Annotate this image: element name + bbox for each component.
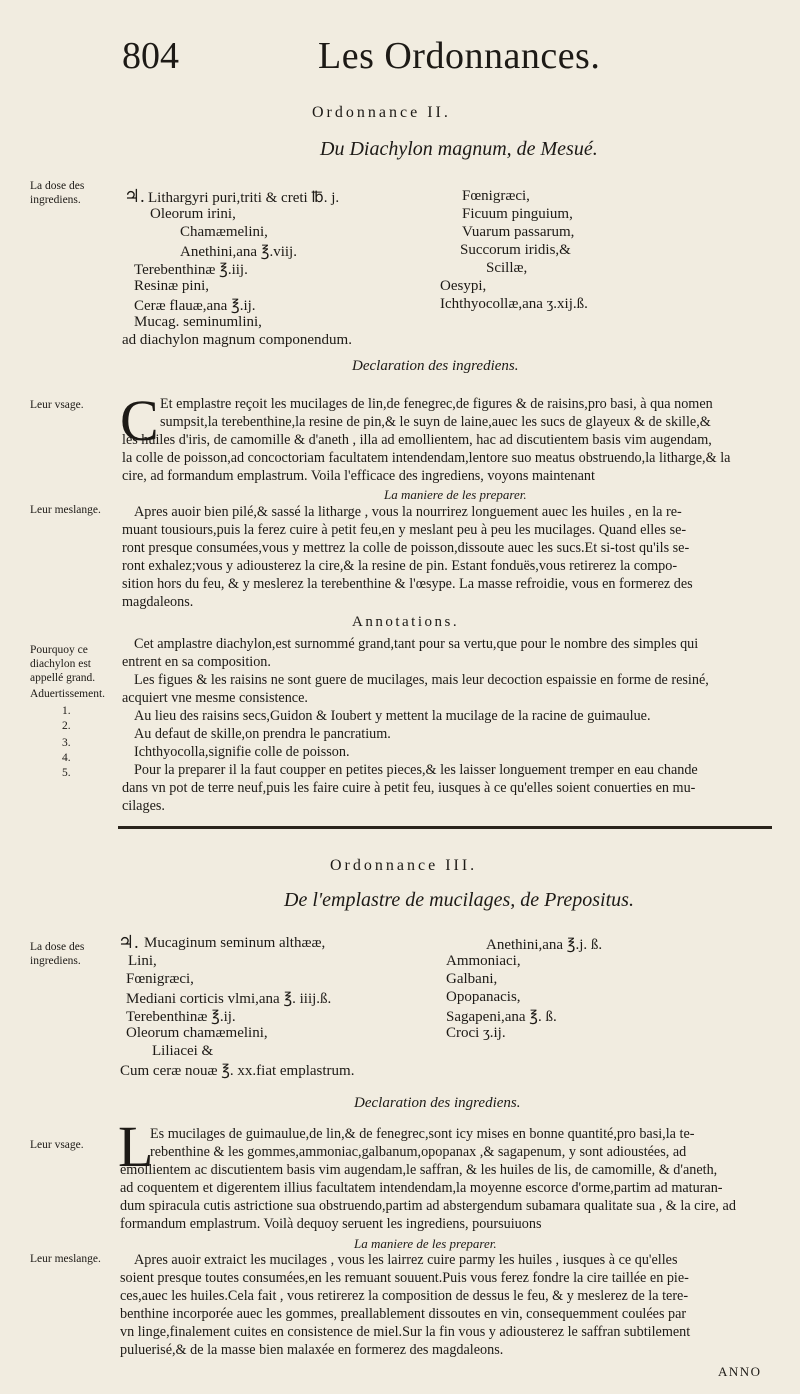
ingredient-line: Anethini,ana ℥.j. ß. (486, 937, 603, 953)
margin-note-usage: Leur vsage. (30, 1139, 84, 1151)
text-line: Apres auoir bien pilé,& sassé la litharge , vous la nourrirez longuement auec les huiles , en la re- (134, 504, 682, 520)
ordonnance-3-title: De l'emplastre de mucilages, de Prepositus. (284, 889, 634, 911)
ingredient-line: Oleorum irini, (150, 206, 236, 222)
text-line: magdaleons. (122, 594, 194, 610)
ingredient-line: Fœnigræci, (126, 971, 194, 987)
ordonnance-2-heading: Ordonnance II. (312, 104, 451, 121)
margin-note-dose: La dose des ingrediens. (30, 941, 85, 967)
text-line: cilages. (122, 798, 165, 814)
text-line: ces,auec les huiles.Cela fait , vous retirerez la composition de dessus le feu, & y meslerez de la tere- (120, 1288, 689, 1304)
ingredient-line: Mediani corticis vlmi,ana ℥. iiij.ß. (126, 991, 332, 1007)
text-line: sumpsit,la terebenthine,la resine de pin,& le suyn de laine,auec les sucs de glayeux & de skille,& (160, 414, 711, 430)
ingredient-line: Galbani, (446, 971, 498, 987)
text-line: muant tousiours,puis la ferez cuire à petit feu,en y meslant peu à peu les mucilages. Quand elles se- (122, 522, 687, 538)
ingredient-line: Succorum iridis,& (460, 242, 571, 258)
ingredient-line: Oleorum chamæmelini, (126, 1025, 268, 1041)
text-line: Au defaut de skille,on prendra le pancratium. (134, 726, 391, 742)
ingredient-line: Lithargyri puri,triti & creti ℔. j. (148, 190, 340, 206)
margin-note-mixing: Leur meslange. (30, 1253, 101, 1265)
ordonnance-2-title: Du Diachylon magnum, de Mesué. (320, 138, 598, 160)
ingredient-line: Terebenthinæ ℥.iij. (134, 262, 248, 278)
maniere-subheading: La maniere de les preparer. (384, 487, 527, 502)
declaration-heading: Declaration des ingrediens. (352, 358, 519, 374)
maniere-subheading: La maniere de les preparer. (354, 1236, 497, 1251)
declaration-heading: Declaration des ingrediens. (354, 1095, 521, 1111)
ingredient-line: Ceræ flauæ,ana ℥.ij. (134, 298, 256, 314)
text-line: Au lieu des raisins secs,Guidon & Ioubert y mettent la mucilage de la racine de guimaulue. (134, 708, 651, 724)
ingredient-line: Resinæ pini, (134, 278, 210, 294)
ingredient-line: Opopanacis, (446, 989, 521, 1005)
jupiter-recipe-symbol: ♃. (118, 932, 139, 952)
text-line: sition hors du feu, & y meslerez la terebenthine & l'œsype. La masse refroidie, vous en formerez des (122, 576, 693, 592)
ingredient-line: Chamæmelini, (180, 224, 268, 240)
text-line: vn linge,finalement cuites en consistence de miel.Sur la fin vous y adiousterez le saffran subtilement (120, 1324, 691, 1340)
text-line: acquiert vne mesme consistence. (122, 690, 308, 706)
text-line: puluerisé,& de la masse bien malaxée en formerez des magdaleons. (120, 1342, 504, 1358)
text-line: Et emplastre reçoit les mucilages de lin,de fenegrec,de figures & de raisins,pro basi, à qua nomen (160, 396, 713, 412)
text-line: Les figues & les raisins ne sont guere de mucilages, mais leur decoction espaissie en forme de resiné, (134, 672, 709, 688)
margin-note-usage: Leur vsage. (30, 399, 84, 411)
ingredient-line: Croci ʒ.ij. (446, 1025, 506, 1041)
text-line: entrent en sa composition. (122, 654, 271, 670)
drop-cap: C (120, 388, 159, 453)
margin-number: 4. (62, 752, 71, 764)
ingredient-line: Liliacei & (152, 1043, 214, 1059)
ingredient-line: Ichthyocollæ,ana ʒ.xij.ß. (440, 296, 588, 312)
text-line: benthine incorporée auec les gommes, preallablement dissoutes en vin, consequemment coulées par (120, 1306, 687, 1322)
text-line: cire, ad formandum emplastrum. Voila l'efficace des ingrediens, voyons maintenant (122, 468, 595, 484)
text-line: la colle de poisson,ad concoctoriam facultatem intendendam,lentore suo meatus obstruendo,la litharge,& la (122, 450, 731, 466)
text-line: dans vn pot de terre neuf,puis les faire cuire à petit feu, iusques à ce qu'elles soient conuerties en mu- (122, 780, 696, 796)
margin-note-mixing: Leur meslange. (30, 504, 101, 516)
text-line: dum spiracula cutis astrictione sua obstruendo,partim ad abstergendum subamara qualitate sua , & la cire, ad (120, 1198, 736, 1214)
ingredient-line: Ammoniaci, (446, 953, 521, 969)
text-line: Pour la preparer il la faut coupper en petites pieces,& les laisser longuement tremper en eau chande (134, 762, 698, 778)
text-line: Ichthyocolla,signifie colle de poisson. (134, 744, 350, 760)
ingredient-line: Vuarum passarum, (462, 224, 575, 240)
margin-number: 5. (62, 767, 71, 779)
margin-note-grand: Pourquoy ce diachylon est appellé grand. (30, 644, 96, 684)
text-line: Es mucilages de guimaulue,de lin,& de fenegrec,sont icy mises en bonne quantité,pro basi,la te- (150, 1126, 695, 1142)
text-line: ront exhalez;vous y adiousterez la cire,& la resine de pin. Estant fonduës,vous retirerez la compo- (122, 558, 678, 574)
annotations-heading: Annotations. (352, 614, 460, 630)
ingredient-line: Scillæ, (486, 260, 528, 276)
text-line: ront presque consumées,vous y mettrez la colle de poisson,dissoute auec les sucs.Et si-tost qu'ils se- (122, 540, 690, 556)
text-line: rebenthine & les gommes,ammoniac,galbanum,opopanax ,& sagapenum, y sont adioustées, ad (150, 1144, 687, 1160)
text-line: Cet amplastre diachylon,est surnommé grand,tant pour sa vertu,que pour le nombre des simples qui (134, 636, 699, 652)
ingredient-line: Sagapeni,ana ℥. ß. (446, 1009, 557, 1025)
margin-number: 2. (62, 720, 71, 732)
running-title: Les Ordonnances. (318, 35, 601, 77)
page-number: 804 (122, 35, 179, 77)
text-line: Apres auoir extraict les mucilages , vous les lairrez cuire parmy les huiles , iusques à ce qu'elles (134, 1252, 678, 1268)
ingredient-line: Anethini,ana ℥.viij. (180, 244, 297, 260)
catchword: ANNO (718, 1364, 762, 1379)
text-line: les huiles d'iris, de camomille & d'aneth , illa ad emollientem, hac ad discutientem basis vim augendam, (122, 432, 712, 448)
text-line: ad coquentem et digerentem illius facultatem intendendam,la moyenne escorce d'orme,partim ad maturan- (120, 1180, 723, 1196)
drop-cap: L (118, 1114, 154, 1179)
text-line: soient presque toutes consumées,en les remuant souuent.Puis vous ferez fondre la cire taillée en pie- (120, 1270, 689, 1286)
ingredient-line: Mucag. seminumlini, (134, 314, 262, 330)
ingredient-line: ad diachylon magnum componendum. (122, 332, 352, 348)
ingredient-line: Cum ceræ nouæ ℥. xx.fiat emplastrum. (120, 1063, 355, 1079)
ingredient-line: Ficuum pinguium, (462, 206, 573, 222)
ordonnance-3-heading: Ordonnance III. (330, 857, 478, 874)
text-line: formandum emplastrum. Voilà dequoy seruent les ingrediens, poursuiuons (120, 1216, 542, 1232)
margin-note-dose: La dose des ingrediens. (30, 180, 85, 206)
jupiter-recipe-symbol: ♃. (124, 186, 145, 206)
margin-number: 1. (62, 705, 71, 717)
text-line: emollientem ac discutientem basis vim augendam,le saffran, & les huiles de lis, de camomille, & d'aneth, (120, 1162, 718, 1178)
ingredient-line: Mucaginum seminum althææ, (144, 935, 326, 951)
ingredient-line: Lini, (128, 953, 157, 969)
margin-note-advertissement: Aduertissement. (30, 688, 106, 700)
ingredient-line: Fœnigræci, (462, 188, 530, 204)
ingredient-line: Terebenthinæ ℥.ij. (126, 1009, 236, 1025)
section-divider-rule (118, 826, 772, 829)
margin-number: 3. (62, 737, 71, 749)
ingredient-line: Oesypi, (440, 278, 487, 294)
